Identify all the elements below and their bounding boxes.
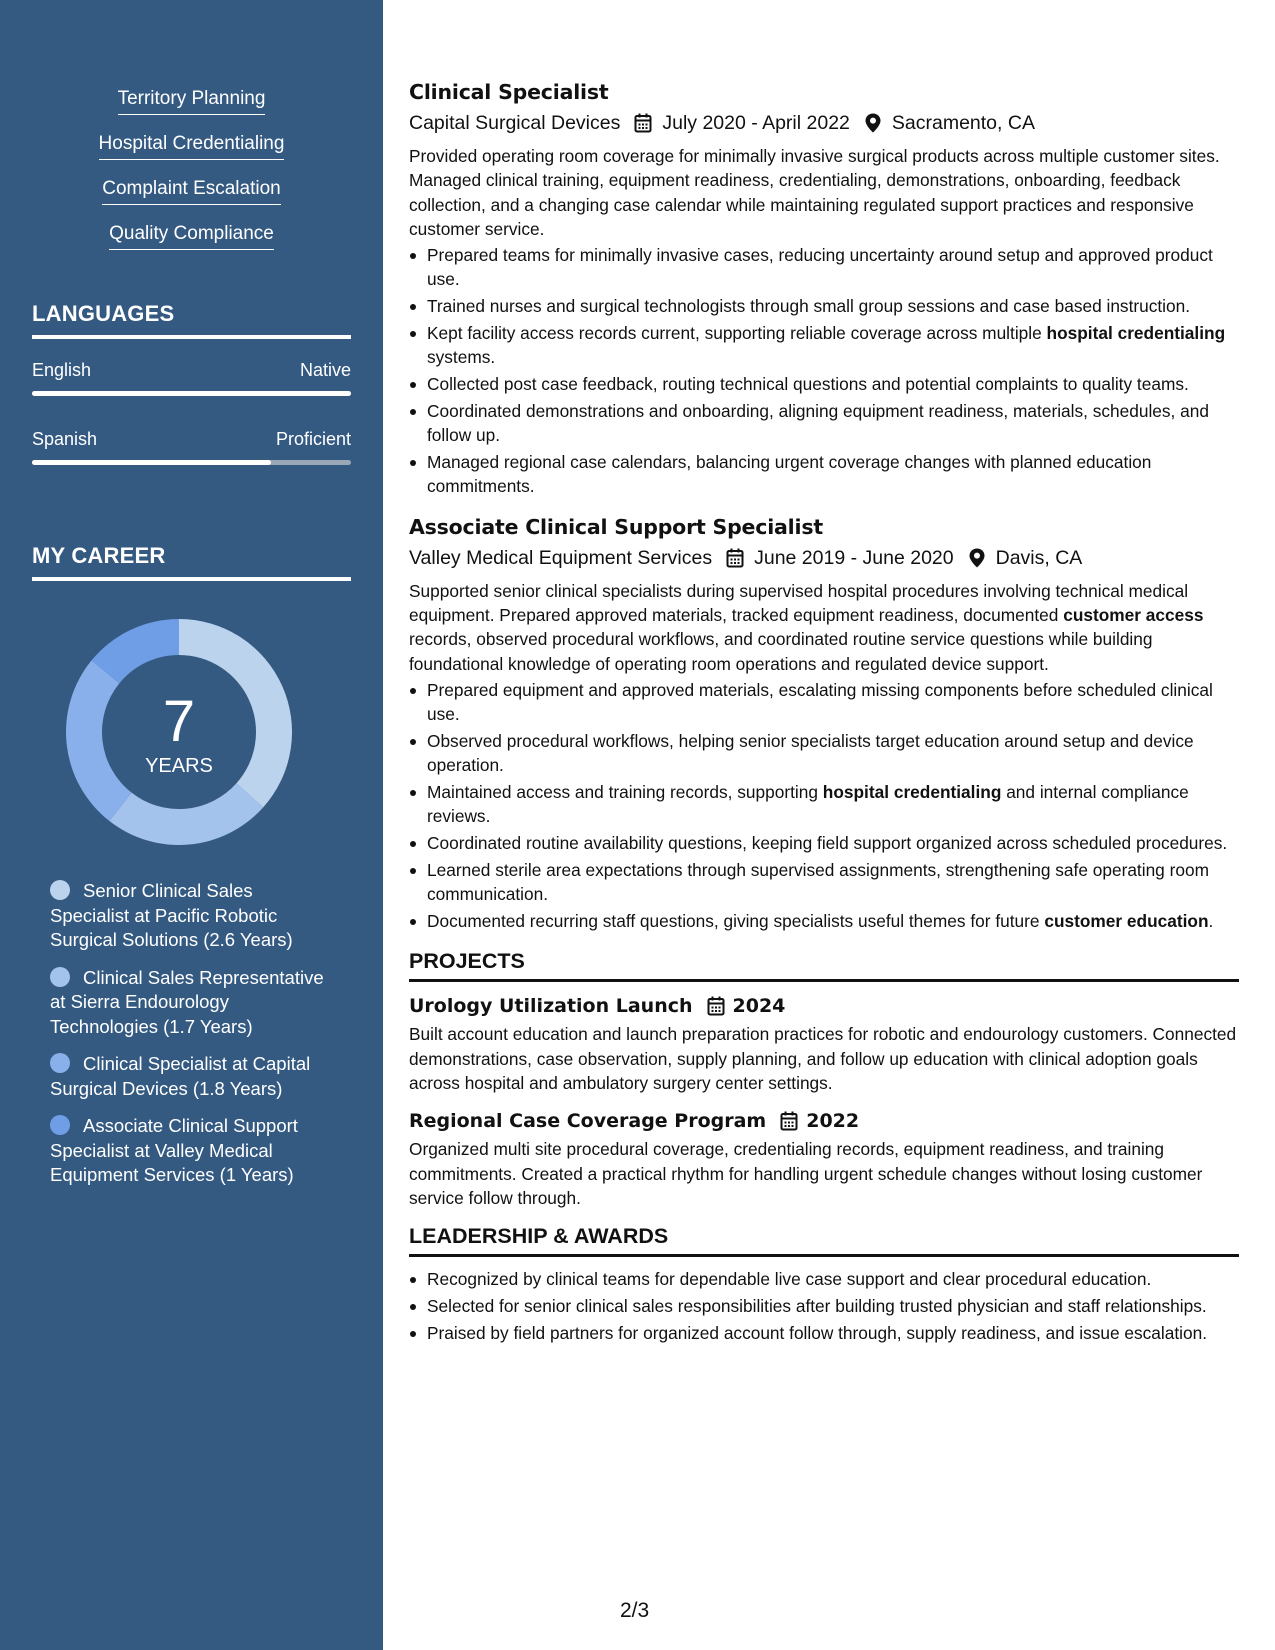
language-bar <box>32 391 351 396</box>
language-spanish <box>32 427 351 465</box>
project-title-row <box>409 1107 1239 1135</box>
donut-segment <box>109 783 263 845</box>
language-bar-fill <box>32 391 351 396</box>
job-title: Associate Clinical Support Specialist <box>409 514 823 539</box>
career-legend-item: Senior Clinical Sales Specialist at Pacific Robotic Surgical Solutions (2.6 Years) <box>50 880 293 950</box>
job-meta <box>409 109 1239 137</box>
job-bullets <box>409 243 1239 498</box>
job-bullets <box>409 678 1239 933</box>
career-legend <box>50 879 335 1201</box>
legend-dot <box>50 967 70 987</box>
project-description: Built account education and launch preparation practices for robotic and endourology customers. Connected demonstrations, case observation, supply planning, and follow up education with clinical adoption goals across hospital and ambulatory surgery center settings. <box>409 1024 1237 1093</box>
awards-list <box>409 1267 1239 1345</box>
project-year: 2024 <box>732 995 786 1018</box>
job-location: Davis, CA <box>995 546 1083 569</box>
language-name: English <box>32 360 92 380</box>
job-summary: Provided operating room coverage for minimally invasive surgical products across multiple customer sites. Managed clinical training, equipment readiness, credentialing, demonstrations, onboarding, feedback collection, and a changing case calendar while maintaining regulated support practices and responsive customer service. <box>409 146 1220 239</box>
projects-heading: PROJECTS <box>409 947 1239 982</box>
job-bullet: Coordinated demonstrations and onboarding, aligning equipment readiness, materials, schedules, and follow up. <box>409 399 1239 448</box>
language-english <box>32 358 351 396</box>
job-bullet: Observed procedural workflows, helping senior specialists target education around setup and device operation. <box>409 729 1239 778</box>
project-description: Organized multi site procedural coverage, credentialing records, equipment readiness, and training commitments. Created a practical rhythm for handling urgent schedule changes without losing customer service follow through. <box>409 1139 1203 1208</box>
skill-item: Territory Planning <box>0 86 383 131</box>
legend-dot <box>50 1053 70 1073</box>
career-legend-item: Clinical Specialist at Capital Surgical Devices (1.8 Years) <box>50 1053 311 1099</box>
job-bullet: Kept facility access records current, supporting reliable coverage across multiple hospital credentialing systems. <box>409 321 1239 370</box>
job-title: Clinical Specialist <box>409 80 609 104</box>
awards-heading: LEADERSHIP & AWARDS <box>409 1222 1239 1257</box>
award-item: Recognized by clinical teams for dependable live case support and clear procedural education. <box>409 1267 1239 1291</box>
language-level: Proficient <box>275 429 351 449</box>
map-pin-icon <box>968 548 986 568</box>
sidebar <box>0 0 383 1650</box>
job-summary: Supported senior clinical specialists during supervised hospital procedures involving technical medical equipment. Prepared approved materials, tracked equipment readiness, documented customer access records, observed procedural workflows, and coordinated routine service questions while building foundational knowledge of operating room operations and regulated device support. <box>409 580 1204 674</box>
job-bullet: Maintained access and training records, supporting hospital credentialing and internal compliance reviews. <box>409 780 1239 829</box>
job-bullet: Coordinated routine availability questions, keeping field support organized across scheduled procedures. <box>409 831 1239 855</box>
job-bullet: Learned sterile area expectations through supervised assignments, strengthening safe operating room communication. <box>409 858 1239 907</box>
job-bullet: Prepared teams for minimally invasive cases, reducing uncertainty around setup and approved product use. <box>409 243 1239 292</box>
legend-dot <box>50 880 70 900</box>
job-bullet: Managed regional case calendars, balancing urgent coverage changes with planned education commitments. <box>409 450 1239 499</box>
project-entry <box>409 992 1239 1095</box>
job-bullet: Trained nurses and surgical technologists through small group sessions and case based instruction. <box>409 294 1239 318</box>
job-dates: July 2020 - April 2022 <box>662 112 850 134</box>
career-legend-item: Associate Clinical Support Specialist at Valley Medical Equipment Services (1 Years) <box>50 1115 298 1185</box>
company-name: Valley Medical Equipment Services <box>409 546 713 569</box>
job-entry <box>409 78 1239 499</box>
skills-list <box>0 86 383 266</box>
project-title-row <box>409 992 1239 1020</box>
career-total-unit: YEARS <box>145 755 213 777</box>
project-title: Urology Utilization Launch <box>409 995 693 1018</box>
skill-item: Quality Compliance <box>0 221 383 266</box>
career-heading: MY CAREER <box>32 543 351 581</box>
job-entry <box>409 513 1239 934</box>
language-bar <box>32 460 351 465</box>
job-bullet: Documented recurring staff questions, giving specialists useful themes for future customer education. <box>409 909 1239 933</box>
language-name: Spanish <box>32 429 98 449</box>
language-level: Native <box>299 360 351 380</box>
job-dates: June 2019 - June 2020 <box>754 546 954 569</box>
page-number: 2/3 <box>620 1599 650 1622</box>
job-bullet: Prepared equipment and approved materials, escalating missing components before scheduled clinical use. <box>409 678 1239 727</box>
project-year: 2022 <box>806 1110 860 1133</box>
languages-heading: LANGUAGES <box>32 301 351 339</box>
company-name: Capital Surgical Devices <box>409 112 621 134</box>
job-bullet: Collected post case feedback, routing technical questions and potential complaints to quality teams. <box>409 372 1239 396</box>
skill-item: Complaint Escalation <box>0 176 383 221</box>
project-entry <box>409 1107 1239 1210</box>
main-content <box>409 78 1239 1347</box>
career-total-number: 7 <box>162 689 196 754</box>
project-title: Regional Case Coverage Program <box>409 1110 767 1133</box>
calendar-icon <box>780 1111 798 1131</box>
calendar-icon <box>707 996 725 1016</box>
job-meta <box>409 544 1239 572</box>
calendar-icon <box>726 548 744 568</box>
legend-dot <box>50 1115 70 1135</box>
award-item: Praised by field partners for organized account follow through, supply readiness, and issue escalation. <box>409 1321 1239 1345</box>
map-pin-icon <box>864 113 882 133</box>
job-location: Sacramento, CA <box>891 112 1035 134</box>
language-bar-fill <box>32 460 271 465</box>
career-legend-item: Clinical Sales Representative at Sierra Endourology Technologies (1.7 Years) <box>50 966 324 1037</box>
calendar-icon <box>634 113 652 133</box>
skill-item: Hospital Credentialing <box>0 131 383 176</box>
award-item: Selected for senior clinical sales responsibilities after building trusted physician and staff relationships. <box>409 1294 1239 1318</box>
